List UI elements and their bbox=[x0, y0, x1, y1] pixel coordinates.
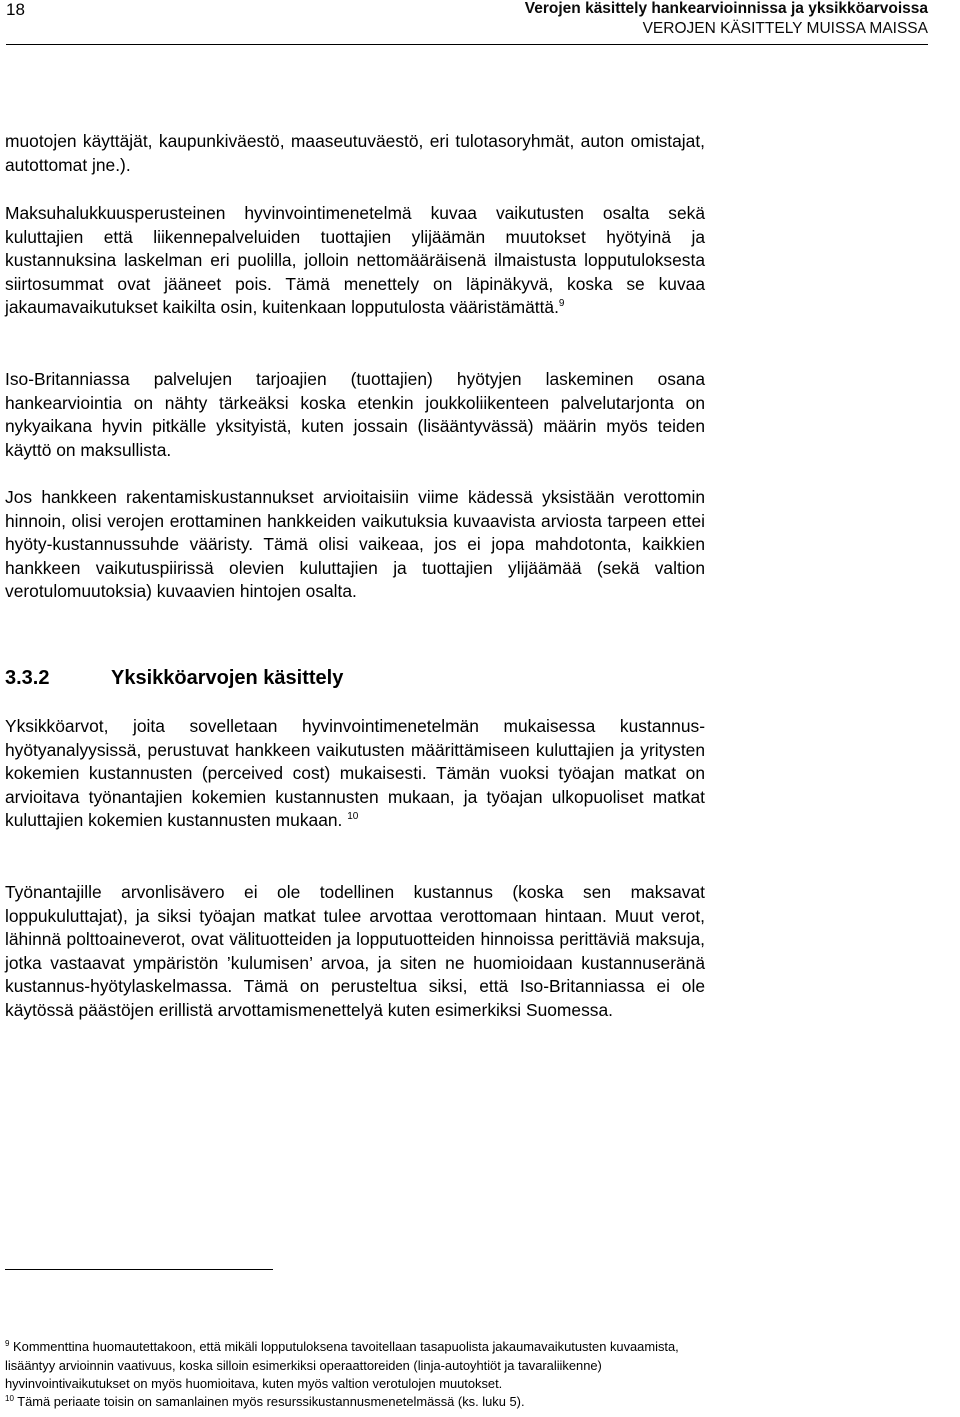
footnote-text: Tämä periaate toisin on samanlainen myös resurssikustannusmenetelmässä (ks. luku 5). bbox=[17, 1394, 525, 1409]
paragraph-5 bbox=[5, 715, 705, 833]
header-rule bbox=[6, 44, 928, 45]
paragraph-text: Iso-Britanniassa palvelujen tarjoajien (tuottajien) hyötyjen laskeminen osana hankearviointia on nähty tärkeäksi koska etenkin joukkoliikenteen palvelutarjonta on nykyaikana hyvin pitkälle yksityistä, kuten jossain (lisääntyvässä) määrin myös teiden käyttö on maksullista. bbox=[5, 369, 705, 460]
footnote-10 bbox=[5, 1393, 705, 1412]
page-header bbox=[6, 0, 928, 44]
footnote-number: 10 bbox=[5, 1394, 14, 1403]
running-title: Verojen käsittely hankearvioinnissa ja yksikköarvoissa bbox=[524, 0, 928, 17]
footnote-number: 9 bbox=[5, 1339, 10, 1348]
footnote-ref-10[interactable]: 10 bbox=[347, 811, 359, 822]
paragraph-1 bbox=[5, 130, 705, 177]
paragraph-text: Jos hankkeen rakentamiskustannukset arvioitaisiin viime kädessä yksistään verottomin hinnoin, olisi verojen erottaminen hankkeiden vaikutuksia kuvaavista arviosta tarpeen ettei hyöty-kustannussuhde vääristy. Tämä olisi vaikeaa, jos ei jopa mahdotonta, kaikkien hankkeen vaikutuspiirissä olevien kuluttajien ja tuottajien ylijäämää (sekä valtion verotulomuutoksia) kuvaavien hintojen osalta. bbox=[5, 487, 705, 601]
page-number: 18 bbox=[6, 0, 25, 19]
footnote-9 bbox=[5, 1338, 705, 1394]
paragraph-text: Maksuhalukkuusperusteinen hyvinvointimenetelmä kuvaa vaikutusten osalta sekä kuluttajien että liikennepalveluiden tuottajien ylijäämän muutokset hyötyinä ja kustannuksina laskelman eri puolilla, jolloin nettomääräisenä ilmaistusta lopputuloksesta siirtosummat ovat jääneet pois. Tämä menettely on läpinäkyvä, koska se kuvaa jakaumavaikutukset kaikilta osin, kuitenkaan lopputulosta vääristämättä. bbox=[5, 203, 705, 317]
section-title: Yksikköarvojen käsittely bbox=[111, 667, 344, 689]
footnote-text: Kommenttina huomautettakoon, että mikäli lopputuloksena tavoitellaan tasapuolista jakaumavaikutusten kuvaamista, lisääntyy arvioinnin vaativuus, koska silloin esimerkiksi operaattoreiden (linja-autoyhtiöt ja tavaraliikenne) hyvinvointivaikutukset on myös huomioitava, kuten myös valtion verotulojen muutokset. bbox=[5, 1339, 679, 1391]
footnote-ref-9[interactable]: 9 bbox=[558, 298, 565, 309]
paragraph-6 bbox=[5, 881, 705, 1022]
footnote-separator bbox=[5, 1269, 273, 1270]
paragraph-3 bbox=[5, 368, 705, 462]
section-heading bbox=[5, 667, 343, 690]
paragraph-4 bbox=[5, 486, 705, 604]
paragraph-text: Yksikköarvot, joita sovelletaan hyvinvointimenetelmän mukaisessa kustannus-hyötyanalyysissä, perustuvat hankkeen vaikutusten määrittämiseen kuluttajien ja yritysten kokemien kustannusten (perceived cost) mukaisesti. Tämän vuoksi työajan matkat on arvioitava työnantajien kokemien kustannusten mukaan, ja työajan ulkopuoliset matkat kuluttajien kokemien kustannusten mukaan. bbox=[5, 716, 705, 830]
paragraph-text: Työnantajille arvonlisävero ei ole todellinen kustannus (koska sen maksavat loppukuluttajat), ja siksi työajan matkat tulee arvottaa verottomaan hintaan. Muut verot, lähinnä polttoaineverot, ovat välituotteiden ja lopputuotteiden hinnoissa perittäviä maksuja, jotka vastaavat ympäristön ’kulumisen’ arvoa, ja siten ne huomioidaan kustannuseränä kustannus-hyötylaskelmassa. Tämä on perusteltua siksi, että Iso-Britanniassa ei ole käytössä päästöjen erillistä arvottamismenettelyä kuten esimerkiksi Suomessa. bbox=[5, 882, 705, 1020]
paragraph-text: muotojen käyttäjät, kaupunkiväestö, maaseutuväestö, eri tulotasoryhmät, auton omistajat, autottomat jne.). bbox=[5, 131, 705, 175]
running-subtitle: VEROJEN KÄSITTELY MUISSA MAISSA bbox=[642, 20, 928, 37]
section-number: 3.3.2 bbox=[5, 667, 50, 689]
paragraph-2 bbox=[5, 202, 705, 320]
